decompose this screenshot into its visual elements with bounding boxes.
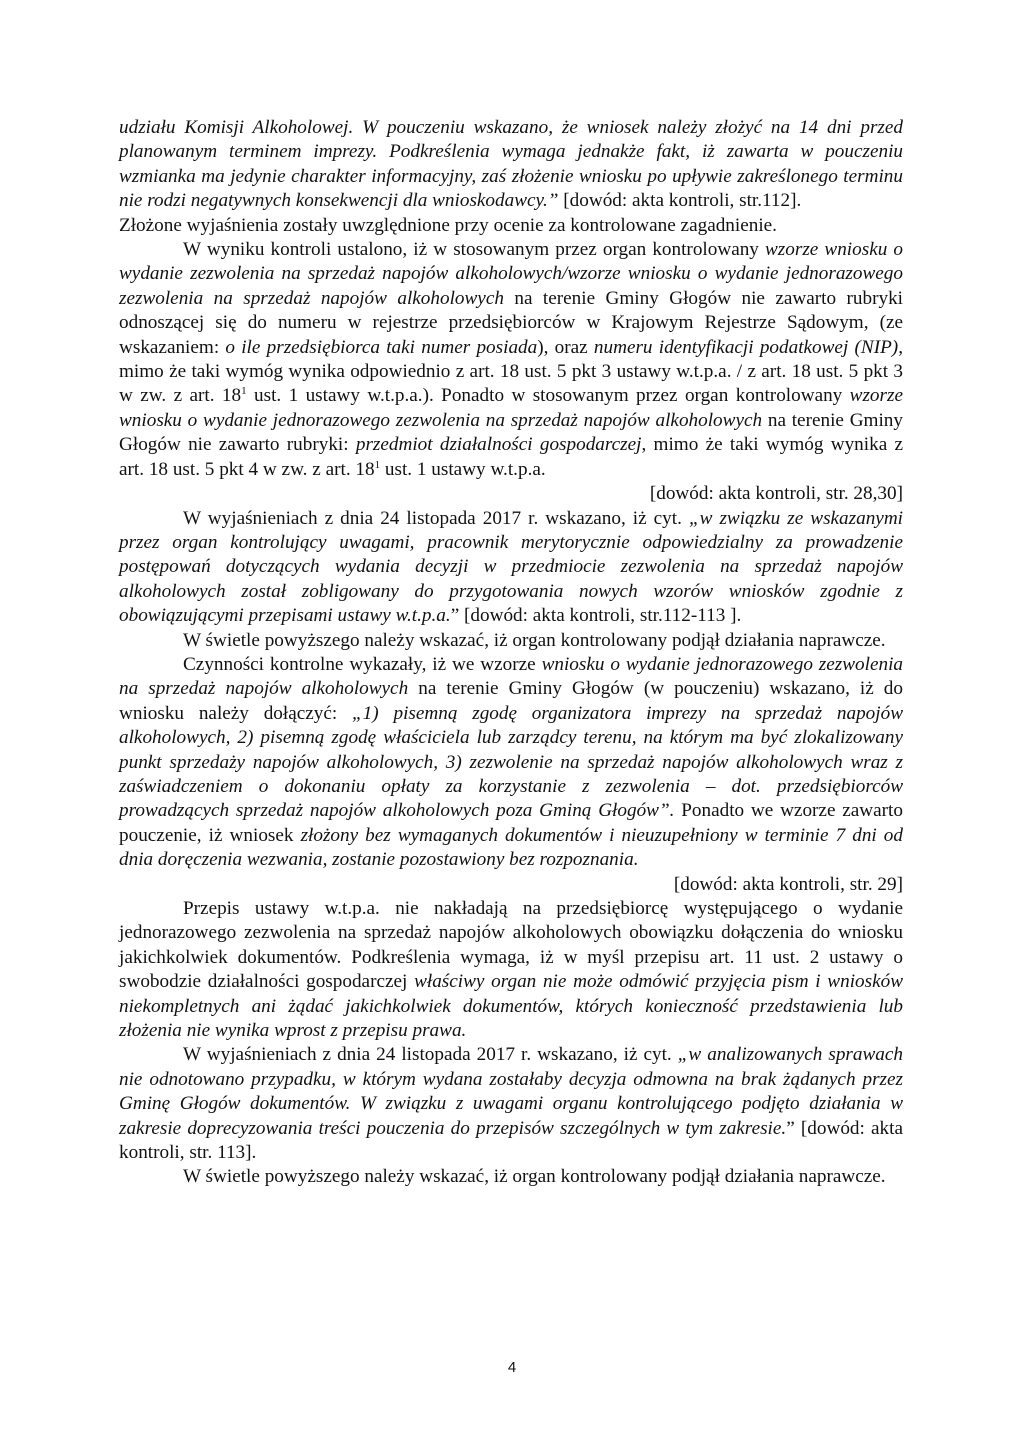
quote-text: udziału Komisji Alkoholowej. W pouczeniu wskazano, że wniosek należy złożyć na 14 dni przed planowanym terminem imprezy. Podkreślenia wymaga jednakże fakt, iż zawarta w pouczeniu wzmianka ma jedynie charakter informacyjny, zaś złożenie wniosku po upływie zakreślonego terminu nie rodzi negatywnych konsekwencji dla wnioskodawcy.” bbox=[119, 117, 903, 212]
paragraph-explanations-analysis: W wyjaśnieniach z dnia 24 listopada 2017 r. wskazano, iż cyt. „w analizowanych sprawach nie odnotowano przypadku, w którym wydana zostałaby decyzja odmowna na brak żądanych przez Gminę Głogów dokumentów. W związku z uwagami organu kontrolującego podjęto działania w zakresie doprecyzowania treści pouczenia do przepisów szczególnych w tym zakresie.” [dowód: akta kontroli, str. 113]. bbox=[119, 1044, 903, 1164]
paragraph-corrective-actions: W świetle powyższego należy wskazać, iż organ kontrolowany podjął działania naprawcze. bbox=[183, 629, 886, 651]
evidence-line: [dowód: akta kontroli, str. 28,30] bbox=[649, 483, 903, 505]
paragraph-explanations-accepted: Złożone wyjaśnienia zostały uwzględnione przy ocenie za kontrolowane zagadnienie. bbox=[119, 214, 777, 236]
evidence-ref: [dowód: akta kontroli, str.112]. bbox=[558, 190, 802, 212]
paragraph-inspection-findings: W wyniku kontroli ustalono, iż w stosowanym przez organ kontrolowany wzorze wniosku o wydanie zezwolenia na sprzedaż napojów alkoholowych/wzorze wniosku o wydanie jednorazowego zezwolenia na sprzedaż napojów alkoholowych na terenie Gminy Głogów nie zawarto rubryki odnoszącej się do numeru w rejestrze przedsiębiorców w Krajowym Rejestrze Sądowym, (ze wskazaniem: o ile przedsiębiorca taki numer posiada), oraz numeru identyfikacji podatkowej (NIP), mimo że taki wymóg wynika odpowiednio z art. 18 ust. 5 pkt 3 ustawy w.t.p.a. / z art. 18 ust. 5 pkt 3 w zw. z art. $18^1$ ust. 1 ustawy w.t.p.a.). Ponadto w stosowanym przez organ kontrolowany wzorze wniosku o wydanie jednorazowego zezwolenia na sprzedaż napojów alkoholowych na terenie Gminy Głogów nie zawarto rubryki: przedmiot działalności gospodarczej, mimo że taki wymóg wynika z art. 18 ust. 5 pkt 4 w zw. z art. $18^1$ ust. 1 ustawy w.t.p.a. bbox=[119, 239, 903, 480]
paragraph-corrective-actions-final: W świetle powyższego należy wskazać, iż organ kontrolowany podjął działania naprawcze. bbox=[183, 1166, 886, 1188]
paragraph-form-instructions: Czynności kontrolne wykazały, iż we wzorze wniosku o wydanie jednorazowego zezwolenia na sprzedaż napojów alkoholowych na terenie Gminy Głogów (w pouczeniu) wskazano, iż do wniosku należy dołączyć: „1) pisemną zgodę organizatora imprezy na sprzedaż napojów alkoholowych, 2) pisemną zgodę właściciela lub zarządcy terenu, na którym ma być zlokalizowany punkt sprzedaży napojów alkoholowych, 3) zezwolenie na sprzedaż napojów alkoholowych wraz z zaświadczeniem o dokonaniu opłaty za korzystanie z zezwolenia – dot. przedsiębiorców prowadzących sprzedaż napojów alkoholowych poza Gminą Głogów”. Ponadto we wzorze zawarto pouczenie, iż wniosek złożony bez wymaganych dokumentów i nieuzupełniony w terminie 7 dni od dnia doręczenia wezwania, zostanie pozostawiony bez rozpoznania. bbox=[119, 653, 904, 871]
evidence-line: [dowód: akta kontroli, str. 29] bbox=[673, 873, 903, 895]
paragraph-legal-provision: Przepis ustawy w.t.p.a. nie nakładają na przedsiębiorcę występującego o wydanie jednorazowego zezwolenia na sprzedaż napojów alkoholowych obowiązku dołączenia do wniosku jakichkolwiek dokumentów. Podkreślenia wymaga, iż w myśl przepisu art. 11 ust. 2 ustawy o swobodzie działalności gospodarczej właściwy organ nie może odmówić przyjęcia pism i wniosków niekompletnych ani żądać jakichkolwiek dokumentów, których konieczność przedstawienia lub złożenia nie wynika wprost z przepisu prawa. bbox=[119, 898, 903, 1042]
paragraph-explanations-nov24: W wyjaśnieniach z dnia 24 listopada 2017 r. wskazano, iż cyt. „w związku ze wskazanymi przez organ kontrolujący uwagami, pracownik merytorycznie odpowiedzialny za prowadzenie postępowań dotyczących wydania decyzji w przedmiocie zezwolenia na sprzedaż napojów alkoholowych został zobligowany do przygotowania nowych wzorów wniosków zgodnie z obowiązującymi przepisami ustawy w.t.p.a.” [dowód: akta kontroli, str.112-113 ]. bbox=[119, 507, 904, 627]
page-number: 4 bbox=[507, 1359, 517, 1376]
document-body bbox=[119, 116, 903, 1190]
paragraph-commission bbox=[119, 116, 903, 214]
